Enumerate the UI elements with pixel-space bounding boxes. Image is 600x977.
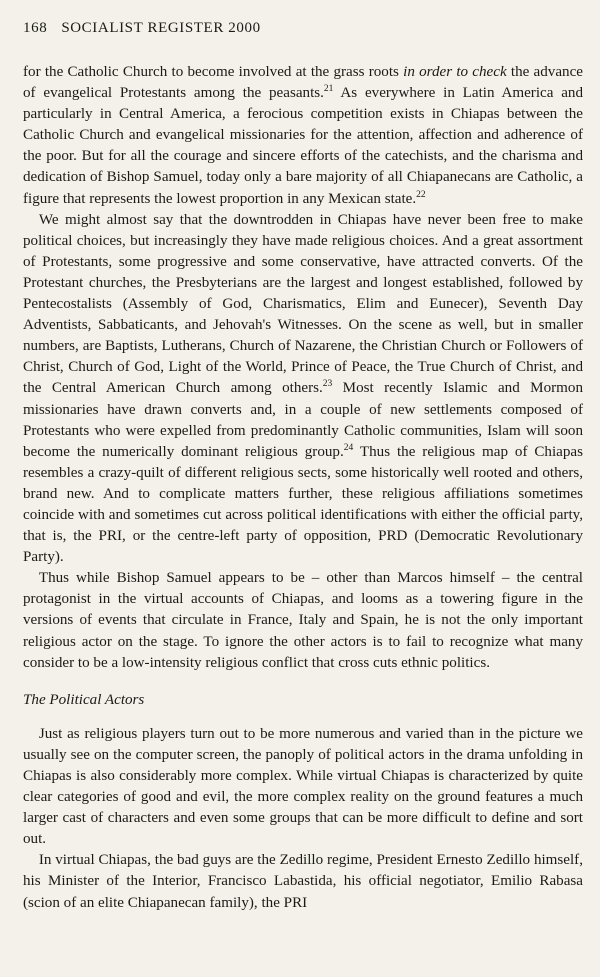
footnote-ref: 21 [323,84,334,95]
text-run: the advance of evangelical Protestants among the peasants. [23,64,583,102]
paragraph: Just as religious players turn out to be more numerous and varied than in the picture we usually see on the computer screen, the panoply of political actors in the drama unfolding in Chiapas is also considerably more complex. While virtual Chiapas is characterized by quite clear categories of good and evil, the more complex reality on the ground features a much larger cast of characters and even some groups that can be more difficult to define and sort out. [23,725,583,848]
paragraph [23,210,583,569]
footnote-ref: 23 [322,379,333,390]
footnote-ref: 24 [343,442,354,453]
paragraph [23,62,583,210]
text-run: As everywhere in Latin America and particularly in Central America, a ferocious competition exists in Chiapas between the Catholic Church and evangelical missionaries for the attention, affection and adherence of the poor. But for all the courage and sincere efforts of the catechists, and the charisma and dedication of Bishop Samuel, today only a bare majority of all Chiapanecans are Catholic, a figure that represents the lowest proportion in any Mexican state. [23,85,584,207]
paragraph: In virtual Chiapas, the bad guys are the Zedillo regime, President Ernesto Zedillo himself, his Minister of the Interior, Francisco Labastida, his official negotiator, Emilio Rabasa (scion of an elite Chiapanecan family), the PRI [23,852,583,911]
footnote-ref: 22 [416,189,426,200]
section-heading: The Political Actors [23,691,145,708]
page-number: 168 [23,20,48,36]
body-text [23,62,583,914]
paragraph: Thus while Bishop Samuel appears to be – other than Marcos himself – the central protagonist in the virtual accounts of Chiapas, and looms as a towering figure in the versions of events that circulate in France, Italy and Spain, he is not the only important religious actor on the stage. To ignore the other actors is to fail to recognize what many consider to be a low-intensity religious conflict that cross cuts ethnic politics. [23,570,583,671]
text-run: We might almost say that the downtrodden in Chiapas have never been free to make political choices, but increasingly they have made religious choices. And a great assortment of Protestants, some progressive and some conservative, have attracted converts. Of the Protestant churches, the Presbyterians are the largest and longest established, followed by Pentecostalists (Assembly of God, Charismatics, Elim and Eunecer), Seventh Day Adventists, Sabbaticants, and Jehovah's Witnesses. On the scene as well, but in smaller numbers, are Baptists, Lutherans, Church of Nazarene, the Christian Church or Followers of Christ, Church of God, Light of the World, Prince of Peace, the True Church of Christ, and the Central American Church among others. [23,211,583,397]
text-run: for the Catholic Church to become involved at the grass roots [23,64,404,80]
text-run: Most recently Islamic and Mormon missionaries have drawn converts and, in a couple of new settlements composed of Protestants who were expelled from predominantly Catholic communities, Islam will soon become the numerically dominant religious group. [23,380,583,460]
running-head [23,20,583,37]
text-run: Thus the religious map of Chiapas resembles a crazy-quilt of different religious sects, some historically well rooted and others, brand new. And to complicate matters further, these religious affiliations sometimes coincide with and sometimes cut across political identifications with either the official party, that is, the PRI, or the centre-left party of opposition, PRD (Democratic Revolutionary Party). [23,443,583,566]
emphasis-text: in order to check [403,64,507,80]
journal-title: SOCIALIST REGISTER 2000 [61,20,261,36]
